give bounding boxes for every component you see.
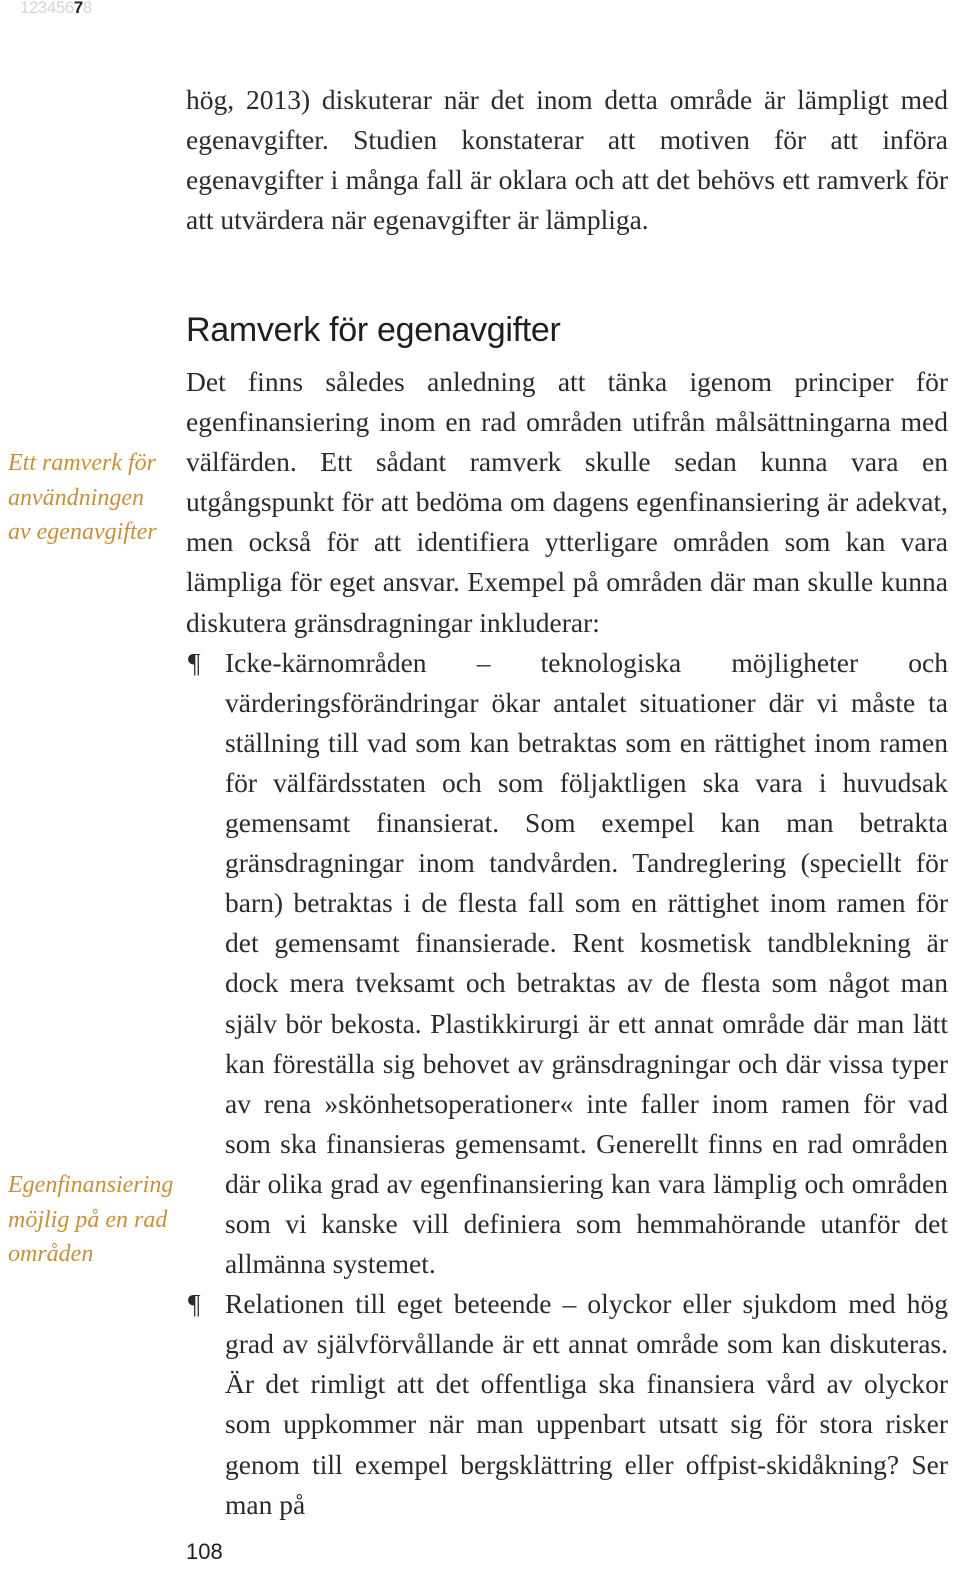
page-number: 108 <box>186 1539 223 1564</box>
margin-note-self-financing: Egenfinansiering möjlig på en rad områden <box>8 1172 174 1268</box>
intro-paragraph-block <box>186 80 948 240</box>
list-item <box>186 643 948 1285</box>
chapter-nav-after[interactable]: 8 <box>82 0 92 17</box>
section-body <box>186 362 948 1525</box>
section-paragraph: Det finns således anledning att tänka igenom principer för egenfinansiering inom en rad områden utifrån målsättningarna med välfärden. Ett sådant ramverk skulle sedan kunna vara en utgångspunkt för att bedöma om dagens egenfinansiering är adekvat, men också för att identifiera ytterligare områden som kan vara lämpliga för eget ansvar. Exempel på områden där man skulle kunna diskutera gränsdragningar inkluderar: <box>186 366 948 638</box>
margin-note-framework: Ett ramverk för användningen av egenavgifter <box>8 450 157 546</box>
bullet-list <box>186 643 948 1525</box>
list-item-text: Icke-kärnområden – teknologiska möjligheter och värderingsförändringar ökar antalet situationer där vi måste ta ställning till vad som kan betraktas som en rättighet inom ramen för välfärdsstaten och som följaktligen ska vara i huvudsak gemensamt finansierat. Som exempel kan man betrakta gränsdragningar inom tandvården. Tandreglering (speciellt för barn) betraktas i de flesta fall som en rättighet inom ramen för det gemensamt finansierade. Rent kosmetisk tandblekning är dock mera tveksamt och betraktas av de flesta som något man själv bör bekosta. Plastikkirurgi är ett annat område där man lätt kan föreställa sig behovet av gränsdragningar och där vissa typer av rena »skönhetsoperationer« inte faller inom ramen för vad som ska finansieras gemensamt. Generellt finns en rad områden där olika grad av egenfinansiering kan vara lämplig och områden som vi kanske vill definiera som hemmahörande utanför det allmänna systemet. <box>225 646 948 1280</box>
chapter-nav-before[interactable]: 123456 <box>20 0 74 17</box>
list-item <box>186 1284 948 1525</box>
chapter-navigation[interactable] <box>20 0 92 18</box>
pilcrow-icon: ¶ <box>188 1288 201 1320</box>
list-item-text: Relationen till eget beteende – olyckor eller sjukdom med hög grad av självförvållande är ett annat område som kan diskuteras. Är det rimligt att det offentliga ska finansiera vård av olyckor som uppkommer när man uppenbart utsatt sig för stora risker genom till exempel bergsklättring eller offpist-skidåkning? Ser man på <box>225 1288 948 1520</box>
section-heading: Ramverk för egenavgifter <box>186 311 561 349</box>
pilcrow-icon: ¶ <box>188 646 201 678</box>
chapter-nav-current[interactable]: 7 <box>73 0 83 17</box>
intro-paragraph: hög, 2013) diskuterar när det inom detta område är lämpligt med egenavgifter. Studien konstaterar att motiven för att införa egenavgifter i många fall är oklara och att det behövs ett ramverk för att utvärdera när egenavgifter är lämpliga. <box>186 84 948 236</box>
